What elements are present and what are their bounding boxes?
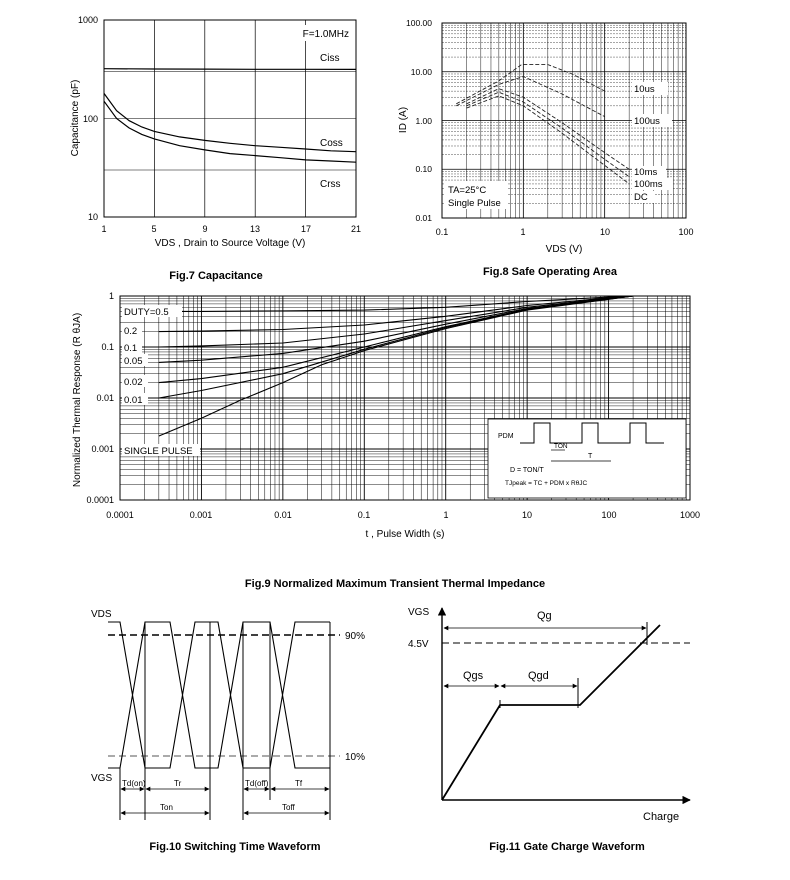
fig7-ylabel: Capacitance (pF) — [70, 79, 81, 157]
fig9-inset — [488, 419, 686, 498]
fig7-xtick-21: 21 — [350, 224, 362, 234]
fig8-xlabel: VDS (V) — [545, 244, 583, 255]
fig7-ytick-1000: 1000 — [77, 15, 98, 25]
fig10-label-vgs: VGS — [91, 773, 113, 784]
fig10-label-tdon: Td(on) — [122, 779, 146, 788]
fig9-label-01: 0.1 — [124, 343, 138, 354]
fig7-ytick-10: 10 — [87, 212, 98, 222]
fig10-label-tf: Tf — [295, 779, 303, 788]
fig8-xtick-0.1: 0.1 — [435, 227, 449, 237]
fig8-ytick-10: 10.00 — [410, 67, 432, 77]
fig9-series-1 — [159, 296, 633, 332]
fig8-label-dc: DC — [634, 192, 648, 203]
fig10-label-ton: Ton — [160, 803, 173, 812]
fig8-caption: Fig.8 Safe Operating Area — [482, 266, 618, 278]
fig9-ytick-0.01: 0.01 — [96, 393, 114, 403]
fig11-label-qg: Qg — [537, 610, 552, 622]
fig11-diagram — [408, 607, 690, 853]
fig7-xlabel: VDS , Drain to Source Voltage (V) — [154, 238, 306, 249]
fig7-series-crss — [104, 101, 356, 162]
fig8-ytick-100: 100.00 — [406, 18, 432, 28]
fig8-xtick-10: 10 — [599, 227, 611, 237]
fig7-freq-annotation: F=1.0MHz — [302, 29, 349, 40]
fig11-label-qgs: Qgs — [463, 670, 484, 682]
fig7-xtick-1: 1 — [101, 224, 107, 234]
fig9-ytick-0.001: 0.001 — [91, 444, 114, 454]
fig9-label-002: 0.02 — [124, 377, 143, 388]
fig8-temp-annotation: TA=25°C — [448, 185, 487, 196]
fig7-chart — [70, 15, 361, 282]
fig9-label-duty05: DUTY=0.5 — [124, 307, 169, 318]
fig9-caption: Fig.9 Normalized Maximum Transient Thermal Impedance — [244, 578, 546, 590]
fig9-series — [159, 296, 633, 436]
fig7-ytick-100: 100 — [82, 114, 98, 124]
fig11-caption: Fig.11 Gate Charge Waveform — [489, 841, 645, 853]
fig9-xtick-1: 1 — [443, 510, 449, 520]
fig11-label-vgs: VGS — [408, 607, 430, 618]
fig9-xlabel: t , Pulse Width (s) — [365, 529, 445, 540]
fig8-chart — [398, 18, 694, 278]
fig11-label-qgd: Qgd — [528, 670, 549, 682]
fig9-ytick-0.0001: 0.0001 — [86, 495, 114, 505]
fig8-pulse-annotation: Single Pulse — [448, 198, 501, 209]
fig10-diagram — [91, 609, 365, 853]
fig9-xtick-0.01: 0.01 — [274, 510, 292, 520]
fig10-label-vds: VDS — [91, 609, 112, 620]
fig9-ytick-0.1: 0.1 — [101, 342, 114, 352]
fig7-xtick-17: 17 — [300, 224, 312, 234]
fig9-label-005: 0.05 — [124, 356, 143, 367]
fig8-ytick-0.1: 0.10 — [415, 164, 432, 174]
fig9-label-001: 0.01 — [124, 395, 143, 406]
fig7-xtick-5: 5 — [151, 224, 157, 234]
fig7-label-ciss: Ciss — [320, 53, 340, 64]
fig7-xtick-9: 9 — [202, 224, 208, 234]
fig7-label-coss: Coss — [320, 138, 343, 149]
fig10-label-tdoff: Td(off) — [245, 779, 269, 788]
fig9-inset-t: T — [588, 453, 593, 460]
fig10-label-90: 90% — [345, 631, 366, 642]
fig10-label-10: 10% — [345, 752, 366, 763]
fig9-ytick-1: 1 — [108, 291, 114, 301]
fig8-xtick-1: 1 — [520, 227, 526, 237]
fig9-xtick-100: 100 — [601, 510, 617, 520]
fig9-ylabel: Normalized Thermal Response (R θJA) — [72, 312, 83, 488]
fig10-caption: Fig.10 Switching Time Waveform — [149, 841, 321, 853]
fig7-series-ciss — [104, 69, 356, 70]
fig8-label-100us: 100us — [634, 116, 660, 127]
fig9-label-02: 0.2 — [124, 326, 138, 337]
fig9-inset-tj-formula: TJpeak = TC + PDM x RθJC — [505, 480, 588, 487]
fig8-ylabel: ID (A) — [398, 106, 409, 134]
fig9-xtick-10: 10 — [521, 510, 533, 520]
fig8-label-100ms: 100ms — [634, 179, 663, 190]
fig8-label-10us: 10us — [634, 84, 655, 95]
fig9-inset-pdm: PDM — [498, 433, 514, 440]
fig11-label-4.5v: 4.5V — [408, 639, 429, 650]
fig9-xtick-0.001: 0.001 — [189, 510, 213, 520]
fig9-series-6 — [159, 296, 633, 436]
fig10-label-toff: Toff — [282, 803, 295, 812]
fig9-xtick-1000: 1000 — [679, 510, 701, 520]
fig7-caption: Fig.7 Capacitance — [169, 270, 263, 282]
fig9-inset-duty-formula: D = TON/T — [510, 467, 544, 474]
fig7-xtick-13: 13 — [249, 224, 261, 234]
fig11-gate-charge-curve — [442, 625, 660, 800]
fig8-xtick-100: 100 — [678, 227, 694, 237]
fig8-ytick-1: 1.00 — [415, 116, 432, 126]
fig9-xtick-0.0001: 0.0001 — [106, 510, 134, 520]
fig9-chart — [72, 291, 700, 590]
fig10-label-tr: Tr — [174, 779, 182, 788]
fig8-label-10ms: 10ms — [634, 167, 658, 178]
fig11-label-charge: Charge — [643, 811, 680, 823]
fig8-ytick-0.01: 0.01 — [415, 213, 432, 223]
fig9-xtick-0.1: 0.1 — [357, 510, 371, 520]
fig7-label-crss: Crss — [320, 179, 341, 190]
fig9-label-single: SINGLE PULSE — [124, 446, 193, 457]
fig9-inset-ton: TON — [554, 443, 568, 450]
